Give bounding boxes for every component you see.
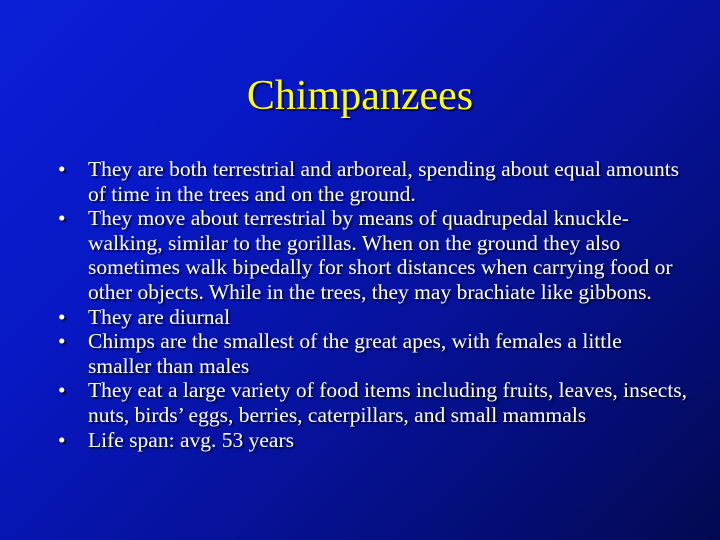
bullet-text: They eat a large variety of food items including fruits, leaves, insects, nuts, birds’ eggs, berries, caterpillars, and small mammals — [88, 378, 688, 427]
bullet-text: They are both terrestrial and arboreal, spending about equal amounts of time in the trees and on the ground. — [88, 157, 680, 206]
bullet-item — [58, 329, 688, 378]
bullet-item — [58, 305, 688, 330]
bullet-item — [58, 206, 688, 304]
bullet-item — [58, 157, 688, 206]
bullet-icon: • — [58, 304, 66, 329]
bullet-icon: • — [58, 206, 66, 231]
bullet-icon: • — [58, 427, 66, 452]
bullet-text: Life span: avg. 53 years — [88, 427, 294, 452]
slide-title: Chimpanzees — [246, 73, 474, 119]
bullet-item — [58, 378, 688, 427]
bullet-text: They are diurnal — [88, 304, 231, 329]
bullet-icon: • — [58, 378, 66, 403]
bullet-item — [58, 428, 688, 453]
bullet-icon: • — [58, 157, 66, 181]
bullet-text: Chimps are the smallest of the great apes, with females a little smaller than males — [88, 329, 622, 378]
bullet-list — [58, 157, 688, 452]
bullet-icon: • — [58, 329, 66, 354]
bullet-text: They move about terrestrial by means of quadrupedal knuckle-walking, similar to the gorillas. When on the ground they also sometimes walk bipedally for short distances when carrying food or other objects. While in the trees, they may brachiate like gibbons. — [88, 206, 673, 304]
